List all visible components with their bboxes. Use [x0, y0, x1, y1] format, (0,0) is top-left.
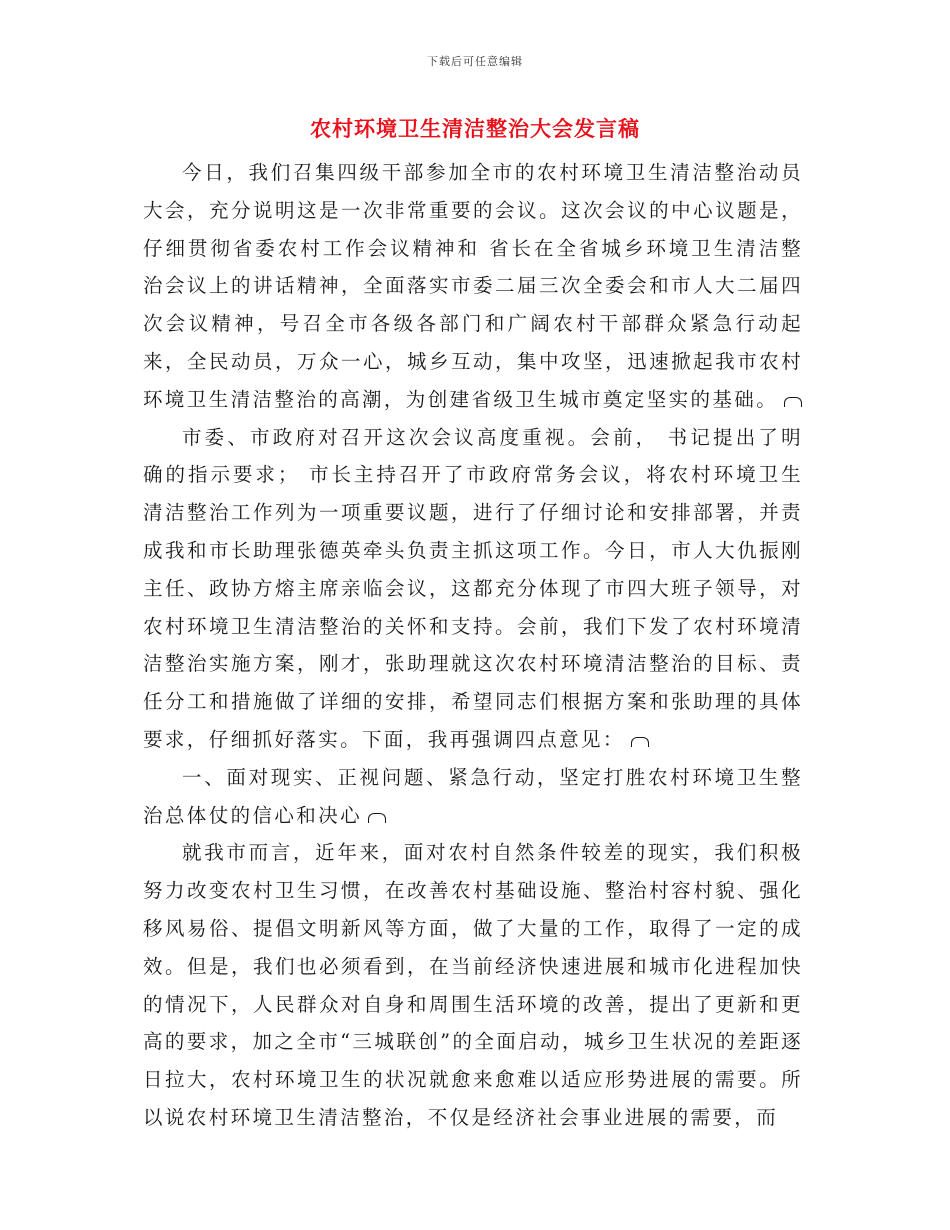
document-title: 农村环境卫生清洁整治大会发言稿	[310, 116, 640, 141]
paragraph-text: 今日，我们召集四级干部参加全市的农村环境卫生清洁整治动员大会，充分说明这是一次非常重要的会议。这次会议的中心议题是，仔细贯彻省委农村工作会议精神和 省长在全省城乡环境卫生清洁整治会议上的讲话精神，全面落实市委二届三次全委会和市人大二届四次会议精神，号召全市各级各部门和广阔农村干部群众紧急行动起来，全民动员，万众一心，城乡互动，集中攻坚，迅速掀起我市农村环境卫生清洁整治的高潮，为创建省级卫生城市奠定坚实的基础。	[143, 161, 803, 411]
paragraph-mark-icon	[784, 397, 802, 407]
paragraph	[143, 154, 803, 419]
paragraph-text: 就我市而言，近年来，面对农村自然条件较差的现实，我们积极努力改变农村卫生习惯，在改善农村基础设施、整治村容村貌、强化移风易俗、提倡文明新风等方面，做了大量的工作，取得了一定的成效。但是，我们也必须看到，在当前经济快速进展和城市化进程加快的情况下，人民群众对自身和周围生活环境的改善，提出了更新和更高的要求，加之全市“三城联创”的全面启动，城乡卫生状况的差距逐日拉大，农村环境卫生的状况就愈来愈难以适应形势进展的需要。所以说农村环境卫生清洁整治，不仅是经济社会事业进展的需要，而	[143, 841, 803, 1129]
paragraph	[143, 834, 803, 1136]
paragraph-text: 一、面对现实、正视问题、紧急行动，坚定打胜农村环境卫生整治总体仗的信心和决心	[143, 765, 803, 827]
paragraph-text: 市委、市政府对召开这次会议高度重视。会前， 书记提出了明确的指示要求； 市长主持召开了市政府常务会议，将农村环境卫生清洁整治工作列为一项重要议题，进行了仔细讨论和安排部署，并责成我和市长助理张德英牵头负责主抓这项工作。今日，市人大仇振刚主任、政协方熔主席亲临会议，这都充分体现了市四大班子领导，对农村环境卫生清洁整治的关怀和支持。会前，我们下发了农村环境清洁整治实施方案，刚才，张助理就这次农村环境清洁整治的目标、责任分工和措施做了详细的安排，希望同志们根据方案和张助理的具体要求，仔细抓好落实。下面，我再强调四点意见：	[143, 425, 803, 751]
paragraph-mark-icon	[631, 737, 649, 747]
paragraph	[143, 419, 803, 759]
header-note: 下载后可任意编辑	[427, 55, 523, 68]
document-body	[143, 154, 803, 1137]
paragraph-mark-icon	[368, 813, 386, 823]
section-heading	[143, 759, 803, 835]
